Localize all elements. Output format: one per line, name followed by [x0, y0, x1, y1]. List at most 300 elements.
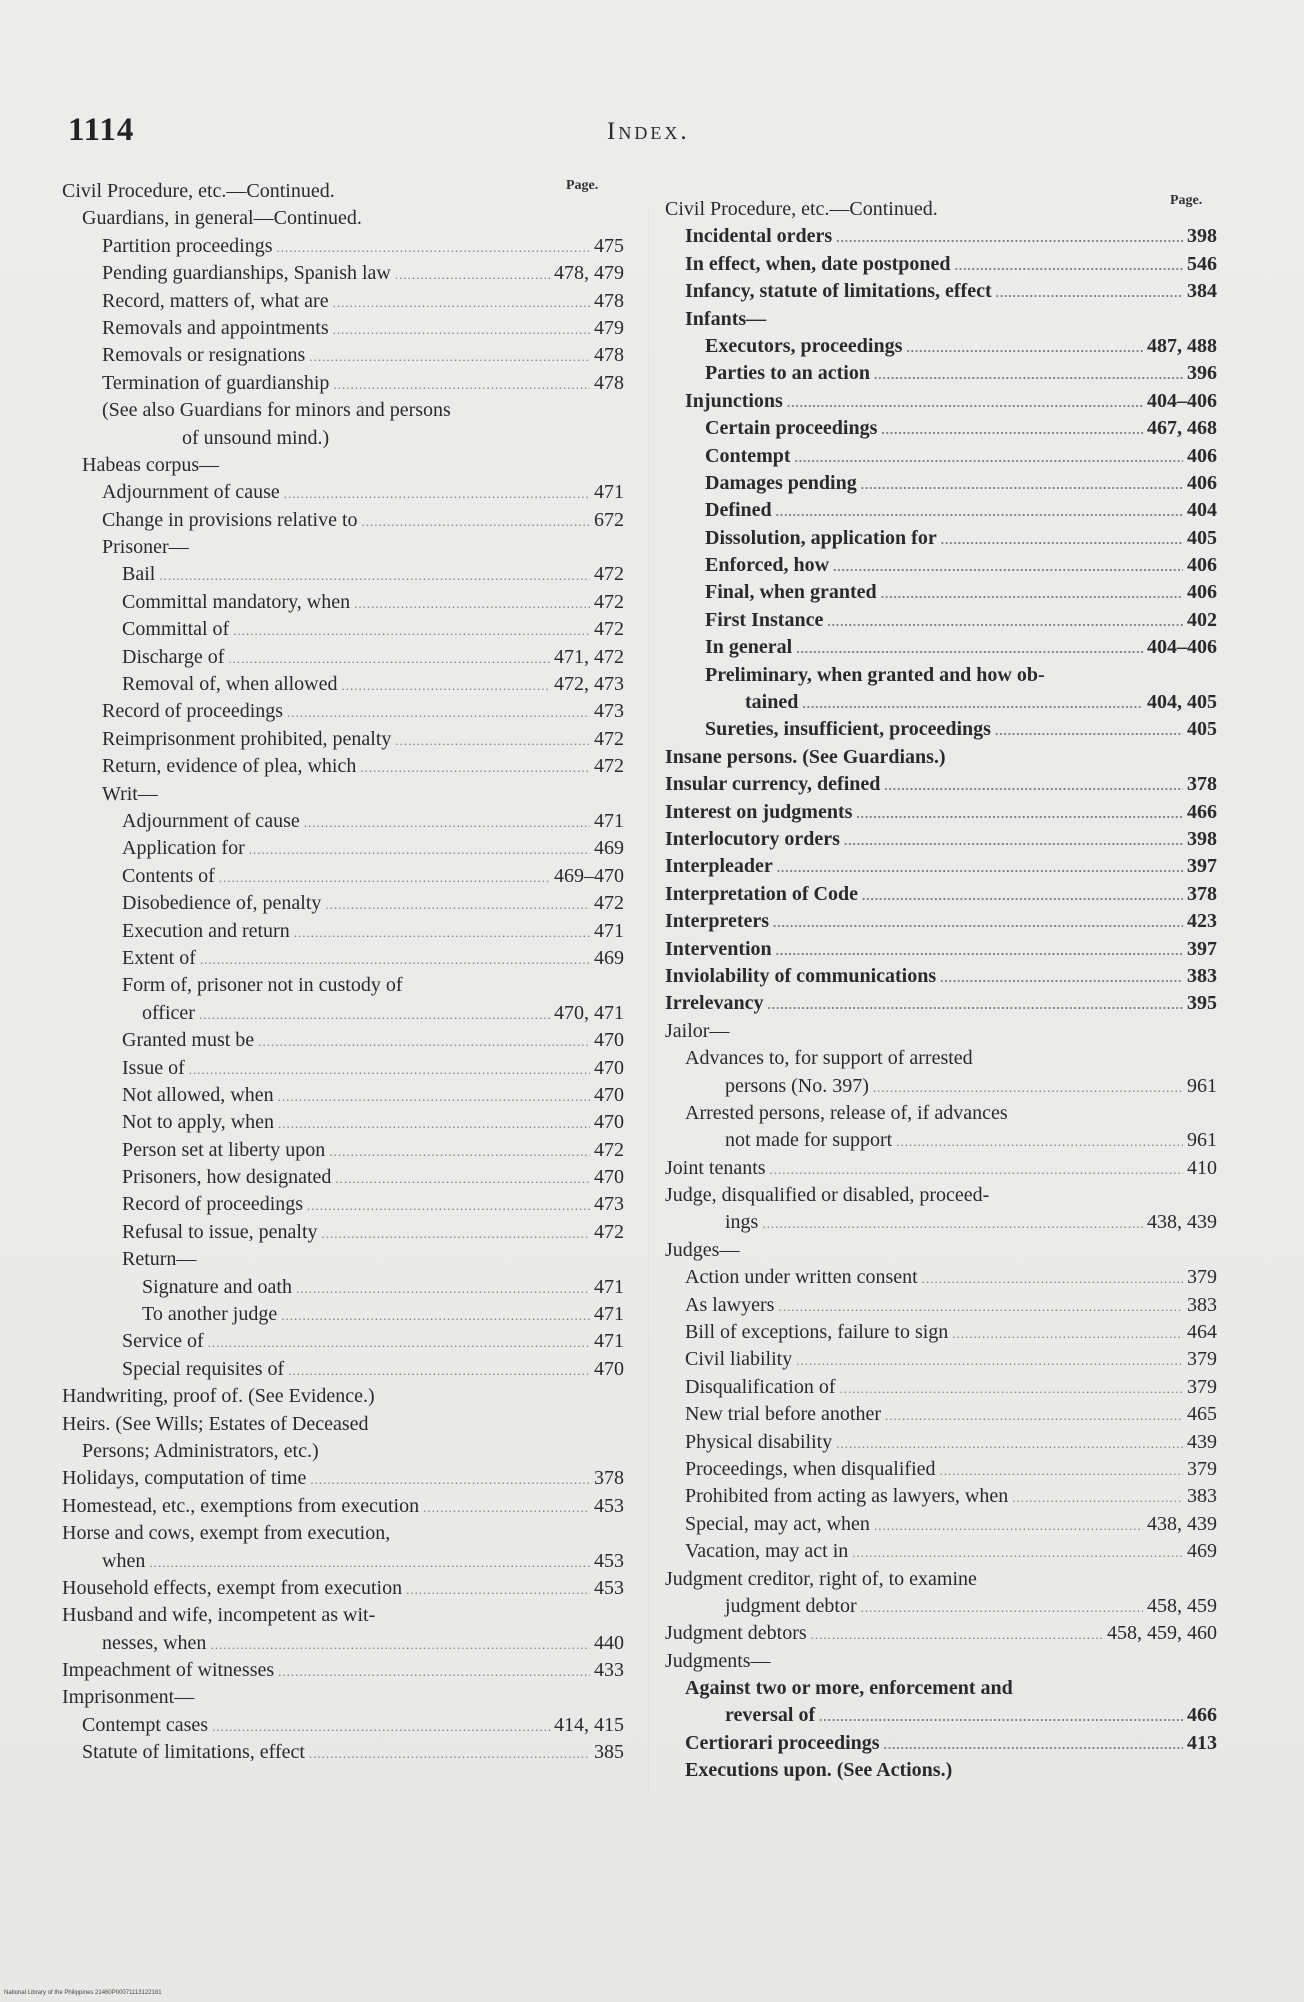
index-entry-page: 473: [594, 1193, 624, 1216]
index-entry-page: 406: [1187, 444, 1217, 467]
dot-leader: [819, 1703, 1183, 1730]
dot-leader: [294, 919, 590, 946]
index-entry-label: Interpleader: [665, 855, 773, 878]
index-entry-label: Inviolability of communications: [665, 964, 937, 987]
index-entry-page: 464: [1187, 1321, 1217, 1344]
index-entry: [62, 1548, 624, 1575]
dot-leader: [762, 1210, 1143, 1237]
dot-leader: [873, 1074, 1183, 1101]
index-entry: [665, 360, 1217, 387]
index-entry-label: Record of proceedings: [122, 1193, 304, 1216]
index-entry: [62, 616, 624, 643]
dot-leader: [884, 1731, 1183, 1758]
index-entry-page: 465: [1187, 1403, 1217, 1426]
index-entry: [665, 826, 1217, 853]
index-entry: [62, 507, 624, 534]
index-entry-label: Contempt cases: [82, 1713, 209, 1736]
index-entry-label: Irrelevancy: [665, 992, 764, 1015]
index-entry-page: 470: [594, 1166, 624, 1189]
index-entry: [62, 644, 624, 671]
index-entry-label: Judge, disqualified or disabled, proceed-: [665, 1184, 990, 1207]
dot-leader: [896, 1128, 1183, 1155]
index-entry-label: Intervention: [665, 937, 772, 960]
index-entry-label: Joint tenants: [665, 1156, 766, 1179]
index-entry-label: Record, matters of, what are: [102, 289, 329, 312]
index-entry-page: 453: [594, 1576, 624, 1599]
index-entry-label: Dissolution, application for: [705, 526, 937, 549]
dot-leader: [288, 1357, 590, 1384]
index-entry-page: 413: [1187, 1731, 1217, 1754]
index-entry-page: 439: [1187, 1430, 1217, 1453]
index-entry-page: 470: [594, 1056, 624, 1079]
index-entry-label: Enforced, how: [705, 554, 830, 577]
dot-leader: [277, 234, 590, 261]
dot-leader: [258, 1028, 590, 1055]
dot-leader: [395, 261, 550, 288]
dot-leader: [342, 672, 551, 699]
index-entry: [62, 370, 624, 397]
index-entry: [62, 479, 624, 506]
index-entry-page: 473: [594, 700, 624, 723]
index-entry-label: tained: [745, 691, 799, 714]
dot-leader: [1012, 1484, 1183, 1511]
dot-leader: [159, 562, 590, 589]
index-entry: [62, 972, 624, 999]
index-entry-page: 433: [594, 1659, 624, 1682]
dot-leader: [362, 508, 590, 535]
index-entry-label: Judges—: [665, 1238, 740, 1261]
index-entry: [665, 1429, 1217, 1456]
index-entry: [665, 1730, 1217, 1757]
index-entry-label: Preliminary, when granted and how ob-: [705, 663, 1045, 686]
dot-leader: [335, 1165, 590, 1192]
index-entry-label: Judgment debtors: [665, 1622, 807, 1645]
index-entry: [665, 443, 1217, 470]
index-entry: [665, 1100, 1217, 1127]
index-entry: [665, 689, 1217, 716]
index-entry: [665, 306, 1217, 333]
index-entry-page: 479: [594, 316, 624, 339]
index-entry-label: Special requisites of: [122, 1357, 285, 1380]
index-entry: [62, 1520, 624, 1547]
index-entry: [665, 1593, 1217, 1620]
index-entry: [62, 205, 624, 232]
dot-leader: [941, 526, 1183, 553]
index-entry-label: Disobedience of, penalty: [122, 892, 322, 915]
index-entry: [665, 881, 1217, 908]
dot-leader: [856, 800, 1183, 827]
index-entry-label: Habeas corpus—: [82, 453, 220, 476]
index-entry-page: 472: [594, 1138, 624, 1161]
index-entry: [62, 288, 624, 315]
dot-leader: [787, 389, 1143, 416]
index-entry-label: Execution and return: [122, 919, 290, 942]
index-entry-label: Judgment creditor, right of, to examine: [665, 1567, 977, 1590]
dot-leader: [844, 827, 1183, 854]
index-entry-page: 406: [1187, 471, 1217, 494]
index-entry-label: Removals or resignations: [102, 344, 306, 367]
index-entry-page: 472: [594, 1220, 624, 1243]
index-entry-label: To another judge: [142, 1303, 278, 1326]
dot-leader: [329, 1138, 590, 1165]
index-entry-page: 379: [1187, 1457, 1217, 1480]
index-entry: [665, 223, 1217, 250]
scan-footer: National Library of the Philippines 21460P00071113122181: [4, 1990, 162, 1996]
index-entry: [665, 579, 1217, 606]
index-entry-page: 961: [1187, 1129, 1217, 1152]
index-entry-page: 397: [1187, 855, 1217, 878]
dot-leader: [777, 854, 1183, 881]
index-entry-label: Form of, prisoner not in custody of: [122, 974, 403, 997]
index-entry-label: Final, when granted: [705, 581, 877, 604]
index-entry: [665, 1264, 1217, 1291]
index-entry-page: 379: [1187, 1375, 1217, 1398]
index-entry-page: 466: [1187, 800, 1217, 823]
index-entry-label: Change in provisions relative to: [102, 508, 358, 531]
index-entry-label: Bail: [122, 563, 156, 586]
index-entry: [665, 1346, 1217, 1373]
dot-leader: [310, 1466, 590, 1493]
index-entry-page: 466: [1187, 1704, 1217, 1727]
index-entry-page: 472, 473: [554, 673, 624, 696]
index-entry: [62, 315, 624, 342]
index-entry-label: Service of: [122, 1330, 204, 1353]
index-entry-page: 414, 415: [554, 1713, 624, 1736]
dot-leader: [309, 343, 590, 370]
index-entry: [62, 808, 624, 835]
index-entry-label: As lawyers: [685, 1293, 775, 1316]
index-entry-label: Interpretation of Code: [665, 882, 858, 905]
dot-leader: [796, 1347, 1183, 1374]
index-entry-label: Termination of guardianship: [102, 371, 330, 394]
index-entry-page: 458, 459, 460: [1107, 1622, 1217, 1645]
index-entry-page: 398: [1187, 827, 1217, 850]
dot-leader: [199, 1001, 550, 1028]
index-entry: [62, 1219, 624, 1246]
index-entry: [665, 744, 1217, 771]
index-entry-label: not made for support: [725, 1129, 893, 1152]
dot-leader: [219, 864, 550, 891]
index-entry-label: Arrested persons, release of, if advances: [685, 1101, 1008, 1124]
index-entry-label: New trial before another: [685, 1403, 882, 1426]
right-index-column: [665, 196, 1217, 1785]
index-entry: [62, 178, 624, 205]
dot-leader: [811, 1621, 1103, 1648]
index-entry: [62, 698, 624, 725]
dot-leader: [955, 252, 1183, 279]
index-entry-label: Record of proceedings: [102, 700, 284, 723]
index-entry-label: Adjournment of cause: [102, 481, 280, 504]
dot-leader: [354, 590, 590, 617]
index-entry: [665, 1319, 1217, 1346]
index-entry-label: when: [102, 1549, 146, 1572]
index-entry-label: Sureties, insufficient, proceedings: [705, 718, 991, 741]
dot-leader: [862, 882, 1183, 909]
index-entry-page: 440: [594, 1631, 624, 1654]
index-entry-page: 410: [1187, 1156, 1217, 1179]
index-entry-label: Bill of exceptions, failure to sign: [685, 1321, 949, 1344]
dot-leader: [278, 1110, 590, 1137]
index-entry-page: 405: [1187, 718, 1217, 741]
dot-leader: [940, 1457, 1184, 1484]
index-entry: [665, 1538, 1217, 1565]
index-entry-page: 471: [594, 1303, 624, 1326]
index-entry: [665, 716, 1217, 743]
index-entry: [62, 1383, 624, 1410]
dot-leader: [322, 1220, 590, 1247]
index-entry-label: Heirs. (See Wills; Estates of Deceased: [62, 1412, 369, 1435]
dot-leader: [768, 991, 1184, 1018]
index-entry-label: Damages pending: [705, 471, 857, 494]
dot-leader: [284, 480, 590, 507]
index-entry: [665, 415, 1217, 442]
index-entry-label: Not allowed, when: [122, 1083, 274, 1106]
index-entry: [665, 1675, 1217, 1702]
index-entry: [665, 1182, 1217, 1209]
index-entry-page: 398: [1187, 225, 1217, 248]
index-entry: [62, 1575, 624, 1602]
page-title: Index.: [607, 118, 690, 145]
index-entry-page: 397: [1187, 937, 1217, 960]
index-entry: [62, 1438, 624, 1465]
dot-leader: [333, 371, 590, 398]
index-entry-page: 379: [1187, 1348, 1217, 1371]
dot-leader: [325, 891, 590, 918]
index-entry-label: Person set at liberty upon: [122, 1138, 326, 1161]
index-entry-label: reversal of: [725, 1704, 816, 1727]
index-entry-page: 404–406: [1147, 636, 1217, 659]
index-entry-page: 396: [1187, 362, 1217, 385]
index-entry: [62, 1000, 624, 1027]
index-entry-label: judgment debtor: [725, 1594, 857, 1617]
index-entry-label: Discharge of: [122, 645, 225, 668]
index-entry-label: Statute of limitations, effect: [82, 1741, 305, 1764]
index-entry-label: Contents of: [122, 864, 215, 887]
index-entry-label: Prisoner—: [102, 536, 189, 559]
index-entry-label: Incidental orders: [685, 225, 833, 248]
index-entry-label: Interlocutory orders: [665, 827, 840, 850]
index-entry: [62, 1328, 624, 1355]
dot-leader: [952, 1320, 1183, 1347]
index-entry: [62, 1356, 624, 1383]
index-entry: [665, 799, 1217, 826]
index-entry-page: 458, 459: [1147, 1594, 1217, 1617]
index-entry-label: Vacation, may act in: [685, 1540, 849, 1563]
index-entry-label: Executors, proceedings: [705, 334, 903, 357]
index-entry-label: persons (No. 397): [725, 1074, 869, 1097]
index-entry-label: Pending guardianships, Spanish law: [102, 262, 391, 285]
dot-leader: [189, 1056, 590, 1083]
index-entry: [62, 1082, 624, 1109]
index-entry-label: Guardians, in general—Continued.: [82, 207, 362, 230]
index-entry: [62, 863, 624, 890]
dot-leader: [212, 1713, 550, 1740]
page-number: 1114: [68, 112, 135, 148]
index-entry-label: Defined: [705, 499, 772, 522]
index-entry-page: 384: [1187, 280, 1217, 303]
index-entry-page: 385: [594, 1741, 624, 1764]
right-page-column-label: Page.: [1170, 193, 1203, 208]
left-index-column: [62, 178, 624, 1767]
dot-leader: [200, 946, 590, 973]
index-entry: [665, 552, 1217, 579]
index-entry: [665, 1648, 1217, 1675]
dot-leader: [423, 1494, 590, 1521]
index-entry: [62, 1465, 624, 1492]
dot-leader: [395, 727, 590, 754]
index-entry-page: 470: [594, 1083, 624, 1106]
index-entry-page: 478: [594, 344, 624, 367]
index-entry: [62, 233, 624, 260]
index-entry: [665, 1045, 1217, 1072]
index-entry: [665, 388, 1217, 415]
index-entry-label: Prisoners, how designated: [122, 1166, 332, 1189]
index-entry-page: 406: [1187, 581, 1217, 604]
index-entry: [665, 1456, 1217, 1483]
index-entry: [665, 497, 1217, 524]
index-entry: [665, 1155, 1217, 1182]
index-entry-label: Holidays, computation of time: [62, 1467, 307, 1490]
index-entry-label: Parties to an action: [705, 362, 870, 385]
dot-leader: [333, 289, 590, 316]
index-entry-page: 472: [594, 727, 624, 750]
index-entry-label: Proceedings, when disqualified: [685, 1457, 936, 1480]
index-entry-page: 404–406: [1147, 389, 1217, 412]
dot-leader: [770, 1156, 1183, 1183]
index-entry: [62, 1493, 624, 1520]
index-entry: [665, 1292, 1217, 1319]
dot-leader: [795, 444, 1183, 471]
dot-leader: [836, 1430, 1183, 1457]
dot-leader: [304, 809, 590, 836]
index-entry: [665, 196, 1217, 223]
index-entry-label: Refusal to issue, penalty: [122, 1220, 318, 1243]
index-entry: [62, 753, 624, 780]
index-entry: [665, 607, 1217, 634]
index-entry: [665, 1374, 1217, 1401]
index-entry-label: Writ—: [102, 782, 158, 805]
index-entry-page: 472: [594, 618, 624, 641]
index-entry-label: Not to apply, when: [122, 1111, 275, 1134]
dot-leader: [776, 498, 1183, 525]
dot-leader: [852, 1539, 1183, 1566]
index-entry-label: Jailor—: [665, 1019, 730, 1042]
index-entry-page: 470, 471: [554, 1001, 624, 1024]
index-entry-page: 472: [594, 892, 624, 915]
dot-leader: [233, 617, 590, 644]
index-entry-label: Injunctions: [685, 389, 783, 412]
index-entry-page: 672: [594, 508, 624, 531]
index-entry: [665, 936, 1217, 963]
index-entry-label: Committal of: [122, 618, 230, 641]
dot-leader: [228, 645, 550, 672]
index-entry: [665, 908, 1217, 935]
index-entry: [62, 1274, 624, 1301]
index-entry-page: 405: [1187, 526, 1217, 549]
index-entry-page: 378: [1187, 882, 1217, 905]
index-entry: [665, 1702, 1217, 1729]
index-entry-label: Reimprisonment prohibited, penalty: [102, 727, 392, 750]
index-entry: [665, 963, 1217, 990]
index-entry-label: Extent of: [122, 946, 196, 969]
dot-leader: [773, 909, 1183, 936]
index-entry-page: 453: [594, 1549, 624, 1572]
index-entry-label: Infants—: [685, 307, 767, 330]
index-entry-page: 472: [594, 590, 624, 613]
index-entry: [665, 1620, 1217, 1647]
index-entry: [62, 1137, 624, 1164]
dot-leader: [885, 1402, 1183, 1429]
index-entry-page: 402: [1187, 608, 1217, 631]
index-entry: [62, 1301, 624, 1328]
column-divider: [648, 210, 649, 1790]
index-entry-page: 471: [594, 1275, 624, 1298]
index-entry-label: Horse and cows, exempt from execution,: [62, 1522, 391, 1545]
index-entry: [62, 890, 624, 917]
index-entry: [62, 342, 624, 369]
index-entry: [62, 1739, 624, 1766]
index-entry-label: Return—: [122, 1248, 197, 1271]
index-entry: [665, 278, 1217, 305]
index-entry: [62, 781, 624, 808]
index-entry-label: Granted must be: [122, 1029, 255, 1052]
index-entry-page: 961: [1187, 1074, 1217, 1097]
index-entry-page: 423: [1187, 910, 1217, 933]
index-entry-page: 378: [594, 1467, 624, 1490]
index-entry-page: 546: [1187, 252, 1217, 275]
index-entry: [665, 1757, 1217, 1784]
index-entry-page: 472: [594, 755, 624, 778]
index-entry: [665, 1511, 1217, 1538]
index-entry: [62, 1411, 624, 1438]
index-entry-label: Persons; Administrators, etc.): [82, 1439, 319, 1462]
index-entry-page: 472: [594, 563, 624, 586]
index-entry: [62, 1164, 624, 1191]
index-entry: [62, 397, 624, 424]
index-entry-label: Certiorari proceedings: [685, 1731, 880, 1754]
index-entry-page: 453: [594, 1494, 624, 1517]
index-entry-page: 470: [594, 1111, 624, 1134]
dot-leader: [861, 1594, 1143, 1621]
index-entry: [62, 945, 624, 972]
index-entry-label: Contempt: [705, 444, 791, 467]
index-entry-label: Interpreters: [665, 910, 770, 933]
dot-leader: [287, 699, 590, 726]
index-entry-label: First Instance: [705, 608, 824, 631]
dot-leader: [333, 316, 590, 343]
dot-leader: [278, 1083, 590, 1110]
index-entry-page: 379: [1187, 1266, 1217, 1289]
index-entry: [62, 1191, 624, 1218]
index-entry-label: Application for: [122, 837, 245, 860]
index-entry: [62, 1657, 624, 1684]
index-entry-page: 478: [594, 289, 624, 312]
dot-leader: [296, 1275, 590, 1302]
index-entry: [665, 1566, 1217, 1593]
dot-leader: [922, 1265, 1183, 1292]
dot-leader: [210, 1631, 590, 1658]
index-entry-label: Judgments—: [665, 1649, 771, 1672]
index-entry-label: Against two or more, enforcement and: [685, 1677, 1013, 1700]
dot-leader: [796, 635, 1143, 662]
index-entry-page: 406: [1187, 554, 1217, 577]
index-entry: [62, 589, 624, 616]
dot-leader: [884, 772, 1183, 799]
index-entry-label: Civil liability: [685, 1348, 793, 1371]
index-entry-label: Return, evidence of plea, which: [102, 755, 357, 778]
index-entry-label: In general: [705, 636, 793, 659]
index-entry-label: (See also Guardians for minors and persons: [102, 399, 451, 422]
